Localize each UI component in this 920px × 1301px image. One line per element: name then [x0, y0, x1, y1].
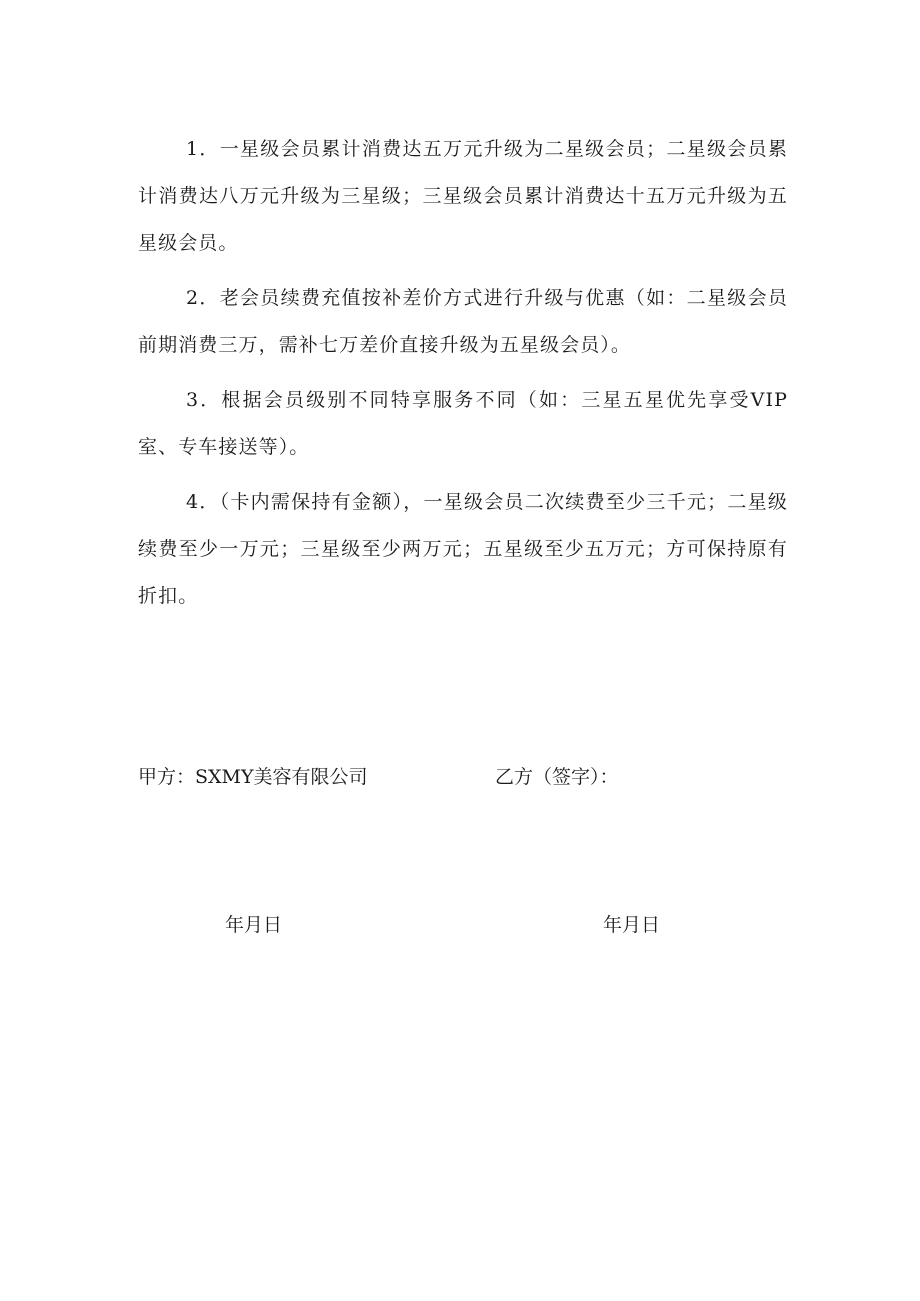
party-a-label: 甲方：SXMY美容有限公司 [138, 766, 368, 788]
clause-4: 4．（卡内需保持有金额），一星级会员二次续费至少三千元；二星级续费至少一万元；三星级至少两万元；五星级至少五万元；方可保持原有折扣。 [138, 491, 788, 607]
clause-2: 2．老会员续费充值按补差价方式进行升级与优惠（如：二星级会员前期消费三万，需补七万差价直接升级为五星级会员）。 [138, 287, 788, 356]
party-b-date: 年月日 [603, 914, 661, 936]
clause-list [138, 126, 788, 628]
party-b-signature-label: 乙方（签字）： [495, 766, 619, 788]
clause-1: 1．一星级会员累计消费达五万元升级为二星级会员；二星级会员累计消费达八万元升级为三星级；三星级会员累计消费达十五万元升级为五星级会员。 [138, 138, 788, 254]
party-a-date: 年月日 [225, 914, 283, 936]
clause-3: 3．根据会员级别不同特享服务不同（如：三星五星优先享受VIP室、专车接送等）。 [138, 389, 788, 458]
